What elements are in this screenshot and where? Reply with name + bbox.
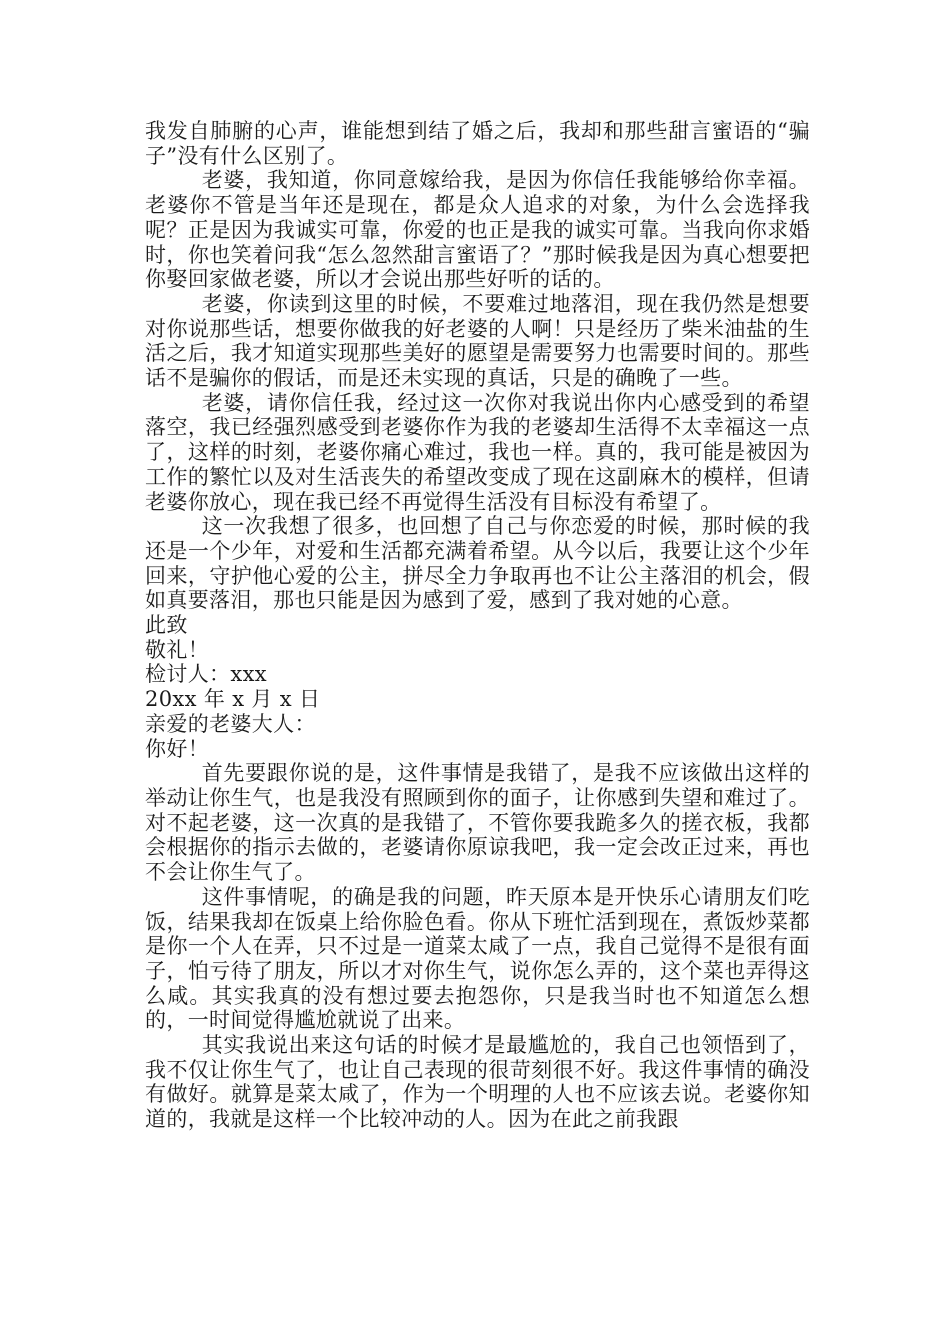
paragraph: 老婆，请你信任我，经过这一次你对我说出你内心感受到的希望落空，我已经强烈感受到老婆你作为我的老婆却生活得不太幸福这一点了，这样的时刻，老婆你痛心难过，我也一样。真的，我可能是被因为工作的繁忙以及对生活丧失的希望改变成了现在这副麻木的模样，但请老婆你放心，现在我已经不再觉得生活没有目标没有希望了。 — [145, 390, 810, 514]
closing-line: 此致 — [145, 613, 188, 638]
paragraph: 其实我说出来这句话的时候才是最尴尬的，我自己也领悟到了，我不仅让你生气了，也让自己表现的很苛刻很不好。我这件事情的确没有做好。就算是菜太咸了，作为一个明理的人也不应该去说。老婆你知道的，我就是这样一个比较冲动的人。因为在此之前我跟 — [145, 1033, 810, 1132]
date-line: 20xx 年 x 月 x 日 — [145, 687, 321, 712]
document-body — [145, 119, 810, 1132]
paragraph: 这一次我想了很多，也回想了自己与你恋爱的时候，那时候的我还是一个少年，对爱和生活都充满着希望。从今以后，我要让这个少年回来，守护他心爱的公主，拼尽全力争取再也不让公主落泪的机会，假如真要落泪，那也只能是因为感到了爱，感到了我对她的心意。 — [145, 514, 810, 613]
paragraph: 首先要跟你说的是，这件事情是我错了，是我不应该做出这样的举动让你生气，也是我没有照顾到你的面子，让你感到失望和难过了。对不起老婆，这一次真的是我错了，不管你要我跪多久的搓衣板，我都会根据你的指示去做的，老婆请你原谅我吧，我一定会改正过来，再也不会让你生气了。 — [145, 761, 810, 885]
paragraph: 我发自肺腑的心声，谁能想到结了婚之后，我却和那些甜言蜜语的“骗子”没有什么区别了。 — [145, 119, 810, 168]
paragraph: 老婆，我知道，你同意嫁给我，是因为你信任我能够给你幸福。老婆你不管是当年还是现在，都是众人追求的对象，为什么会选择我呢？正是因为我诚实可靠，你爱的也正是我的诚实可靠。当我向你求婚时，你也笑着问我“怎么忽然甜言蜜语了？”那时候我是因为真心想要把你娶回家做老婆，所以才会说出那些好听的话的。 — [145, 168, 810, 292]
salutation-line: 敬礼！ — [145, 637, 210, 662]
paragraph: 这件事情呢，的确是我的问题，昨天原本是开快乐心请朋友们吃饭，结果我却在饭桌上给你脸色看。你从下班忙活到现在，煮饭炒菜都是你一个人在弄，只不过是一道菜太咸了一点，我自己觉得不是很有面子，怕亏待了朋友，所以才对你生气，说你怎么弄的，这个菜也弄得这么咸。其实我真的没有想过要去抱怨你，只是我当时也不知道怎么想的，一时间觉得尴尬就说了出来。 — [145, 884, 810, 1033]
signature-line: 检讨人：xxx — [145, 662, 267, 687]
greeting-line: 亲爱的老婆大人： — [145, 711, 316, 736]
greeting-line: 你好！ — [145, 736, 210, 761]
paragraph: 老婆，你读到这里的时候，不要难过地落泪，现在我仍然是想要对你说那些话，想要你做我的好老婆的人啊！只是经历了柴米油盐的生活之后，我才知道实现那些美好的愿望是需要努力也需要时间的。那些话不是骗你的假话，而是还未实现的真话，只是的确晚了一些。 — [145, 291, 810, 391]
